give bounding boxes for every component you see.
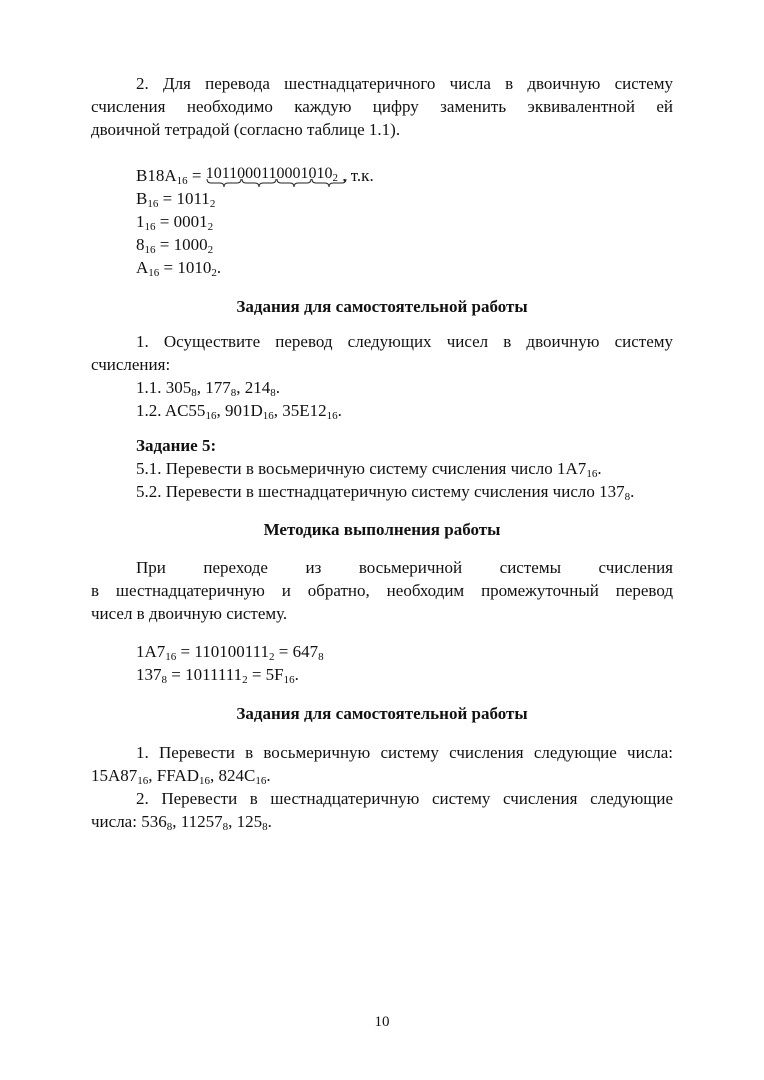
number-base: 8 — [161, 674, 167, 686]
number: 305 — [165, 378, 192, 397]
number-base: 16 — [137, 775, 149, 787]
row-equals: = — [159, 258, 178, 277]
row-value: 0001 — [173, 212, 208, 231]
item-end: . — [267, 812, 272, 831]
task-text: 5.1. Перевести в восьмеричную систему счисления число 1A7 — [136, 459, 587, 478]
row-digit: 8 — [136, 235, 145, 254]
number-base: 8 — [222, 821, 229, 833]
example-equation — [136, 165, 374, 190]
number-base: 16 — [283, 674, 295, 686]
item-end: . — [630, 482, 635, 501]
row-digit: 1 — [136, 212, 145, 231]
task-item — [136, 458, 602, 480]
intro-line-1: 2. Для перевода шестнадцатеричного числа в двоичную систему — [136, 74, 673, 93]
task-line: 1. Осуществите перевод следующих чисел в двоичную систему — [136, 332, 673, 351]
row-value-base: 2 — [207, 244, 214, 256]
section-heading: Задания для самостоятельной работы — [236, 704, 528, 723]
method-line: При переходе из восьмеричной системы счисления — [136, 558, 673, 577]
example-row — [136, 188, 215, 210]
method-equation — [136, 664, 299, 686]
underbrace — [207, 179, 241, 187]
row-value: 1000 — [173, 235, 208, 254]
task-item — [136, 400, 342, 422]
equals: = — [247, 665, 266, 684]
number-base: 16 — [165, 651, 177, 663]
binary-group: 1000 — [268, 165, 301, 182]
task-text: 5.2. Перевести в шестнадцатеричную систему счисления число 137 — [136, 482, 625, 501]
number: 536 — [141, 812, 167, 831]
separator: , — [172, 812, 181, 831]
number: 137 — [136, 665, 162, 684]
number: AC55 — [164, 401, 206, 420]
item-end: . — [266, 766, 271, 785]
binary-groups — [205, 165, 339, 190]
row-value-base: 2 — [209, 198, 216, 210]
row-digit: A — [136, 258, 149, 277]
example-equals: = — [187, 166, 202, 185]
method-line: в шестнадцатеричную и обратно, необходим промежуточный перевод — [91, 581, 673, 600]
number: 1011111 — [185, 665, 243, 684]
number-base: 8 — [262, 821, 268, 833]
example-tail: , т.к. — [338, 166, 374, 185]
row-value: 1010 — [177, 258, 212, 277]
number-base: 16 — [198, 775, 210, 787]
number-base: 8 — [270, 387, 276, 399]
separator: , — [209, 766, 219, 785]
number: 110100111 — [194, 642, 269, 661]
example-lhs: B18A — [136, 166, 177, 185]
intro-line-3: двоичной тетрадой (согласно таблице 1.1). — [91, 120, 401, 139]
number-base: 16 — [205, 410, 217, 422]
task-line: 1. Перевести в восьмеричную систему счисления следующие числа: — [136, 743, 673, 762]
page-number: 10 — [374, 1014, 390, 1030]
number-base: 2 — [268, 651, 275, 663]
row-digit-base: 16 — [144, 221, 156, 233]
number: 647 — [292, 642, 319, 661]
separator: , — [228, 812, 237, 831]
row-equals: = — [158, 189, 177, 208]
number-base: 8 — [230, 387, 237, 399]
intro-line-2: счисления необходимо каждую цифру заменить эквивалентной ей — [91, 97, 673, 116]
task-line: счисления: — [91, 355, 171, 374]
separator: , — [148, 766, 157, 785]
number-base: 16 — [326, 410, 338, 422]
number-base: 8 — [624, 491, 631, 503]
number-base: 8 — [166, 821, 173, 833]
row-value: 1011 — [176, 189, 210, 208]
equals: = — [176, 642, 195, 661]
method-equation — [136, 641, 324, 663]
number: FFAD — [156, 766, 199, 785]
number: 35E12 — [282, 401, 327, 420]
section-heading: Задания для самостоятельной работы — [236, 297, 528, 316]
item-prefix: числа: — [91, 812, 142, 831]
equals: = — [274, 642, 293, 661]
task-item — [136, 377, 280, 399]
row-equals: = — [155, 235, 174, 254]
row-digit: B — [136, 189, 148, 208]
row-digit-base: 16 — [144, 244, 156, 256]
equation-end: . — [294, 665, 299, 684]
number-base: 2 — [242, 674, 248, 686]
number: 11257 — [180, 812, 223, 831]
task-title: Задание 5: — [136, 436, 217, 455]
task-item — [91, 765, 271, 787]
underbrace — [277, 179, 311, 187]
number: 901D — [224, 401, 263, 420]
task-line: 2. Перевести в шестнадцатеричную систему счисления следующие — [136, 789, 673, 808]
number-base: 8 — [318, 651, 324, 663]
section-heading: Методика выполнения работы — [263, 520, 501, 539]
row-digit-base: 16 — [147, 198, 159, 210]
row-end: . — [216, 258, 222, 277]
equals: = — [167, 665, 186, 684]
separator: , — [236, 378, 245, 397]
underbraces — [206, 177, 356, 197]
result-base: 2 — [332, 172, 339, 184]
row-value-base: 2 — [207, 221, 214, 233]
item-end: . — [597, 459, 602, 478]
row-digit-base: 16 — [148, 267, 160, 279]
number-base: 16 — [255, 775, 267, 787]
separator: , — [273, 401, 283, 420]
number: 125 — [236, 812, 263, 831]
item-prefix: 1.1. — [136, 378, 166, 397]
example-row — [136, 257, 221, 279]
separator: , — [216, 401, 225, 420]
number-base: 8 — [191, 387, 197, 399]
number: 824C — [218, 766, 256, 785]
item-end: . — [337, 401, 342, 420]
method-line: чисел в двоичную систему. — [91, 604, 288, 623]
example-row — [136, 234, 213, 256]
item-end: . — [275, 378, 280, 397]
number: 5F — [265, 665, 284, 684]
item-prefix: 1.2. — [136, 401, 165, 420]
number-base: 16 — [262, 410, 274, 422]
separator: , — [196, 378, 206, 397]
number: 1A7 — [136, 642, 166, 661]
underbrace — [312, 179, 346, 187]
underbrace — [242, 179, 276, 187]
row-equals: = — [155, 212, 174, 231]
binary-group: 0001 — [237, 165, 269, 182]
number: 15A87 — [91, 766, 138, 785]
binary-group: 1010 — [300, 165, 333, 182]
number: 214 — [244, 378, 271, 397]
example-lhs-base: 16 — [176, 175, 188, 187]
row-value-base: 2 — [211, 267, 217, 279]
example-row — [136, 211, 213, 233]
task-item — [136, 481, 634, 503]
task-item — [91, 811, 272, 833]
number: 177 — [205, 378, 231, 397]
number-base: 16 — [586, 468, 598, 480]
binary-group: 1011 — [205, 165, 238, 182]
